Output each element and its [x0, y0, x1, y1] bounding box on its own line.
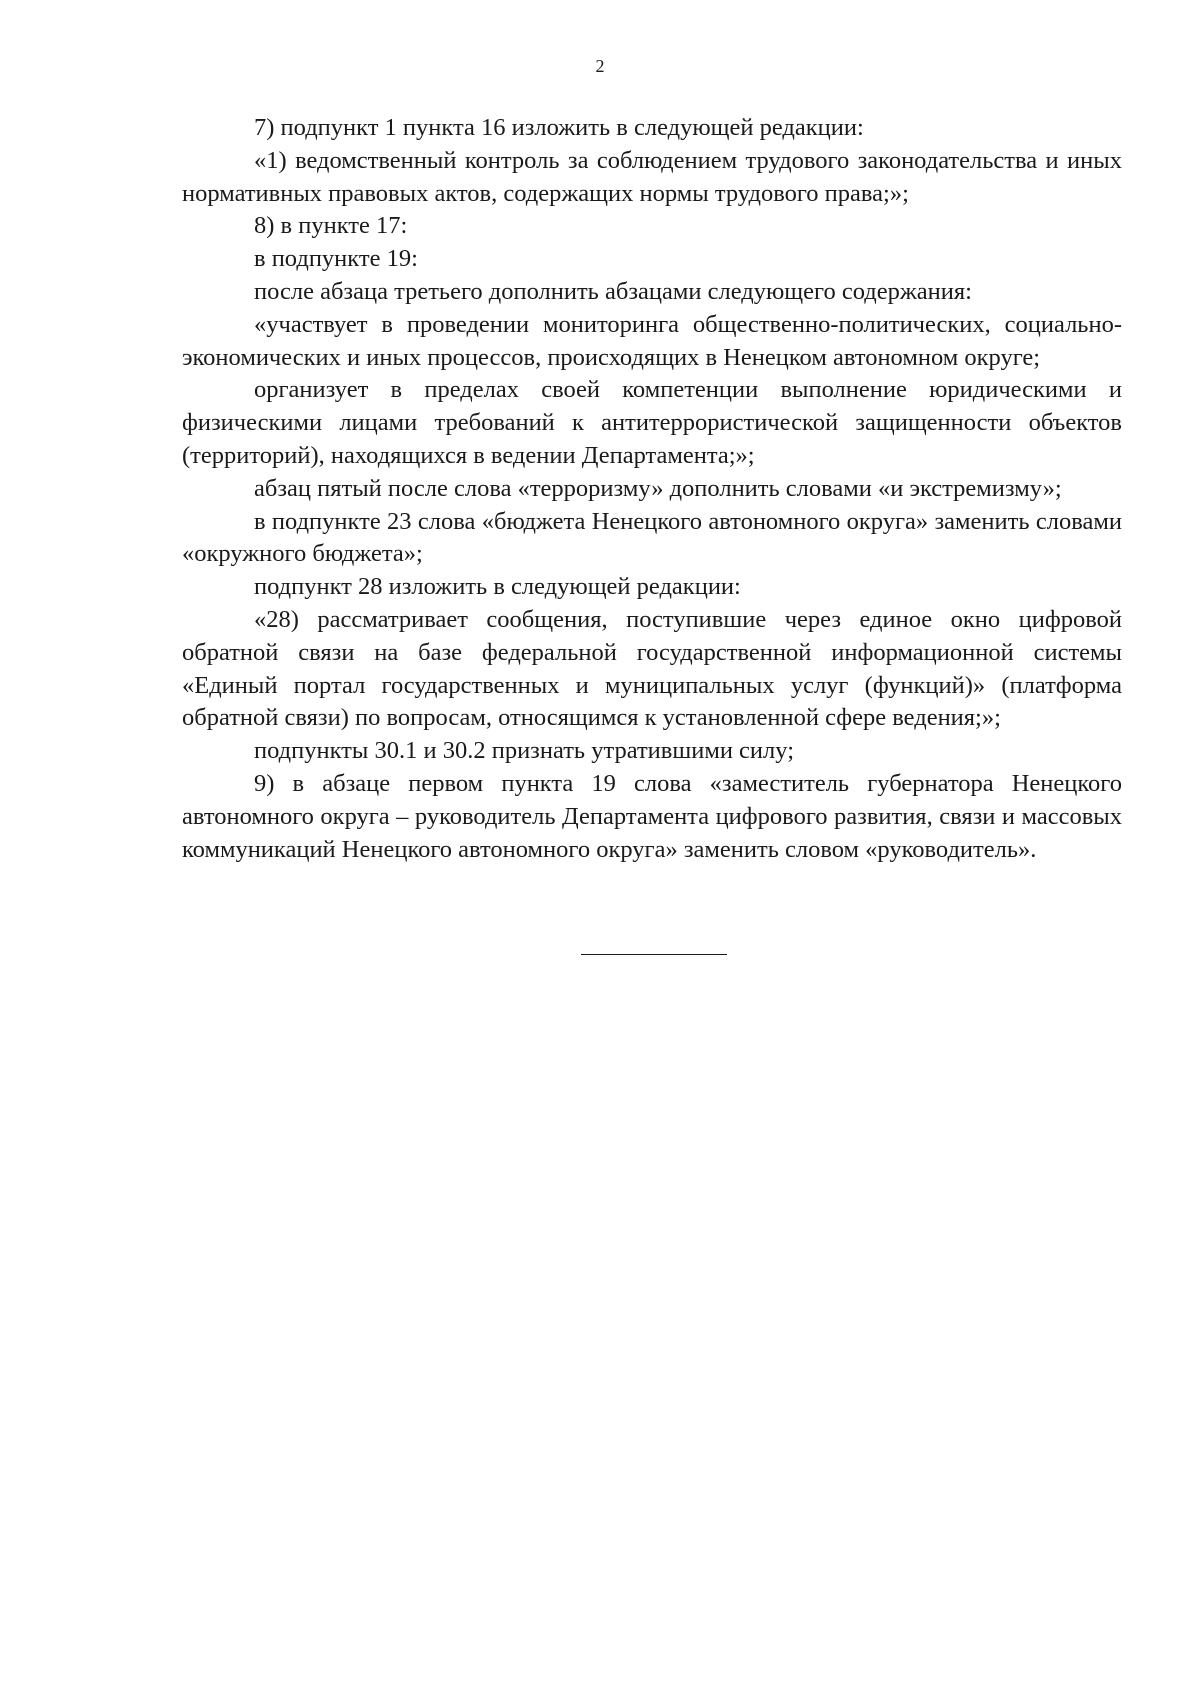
paragraph-subitem-28-heading: подпункт 28 изложить в следующей редакции:: [254, 573, 741, 601]
page-number: 2: [595, 56, 605, 76]
paragraph-monitoring: «участвует в проведении мониторинга общественно-политических, социально-экономических и иных процессов, происходящих в Ненецком автономном округе;: [182, 310, 1122, 371]
paragraph-extremism: абзац пятый после слова «терроризму» дополнить словами «и экстремизму»;: [254, 474, 1062, 502]
paragraph-subitem-23: в подпункте 23 слова «бюджета Ненецкого автономного округа» заменить словами «окружного бюджета»;: [182, 507, 1122, 568]
paragraph-insert-instruction: после абзаца третьего дополнить абзацами следующего содержания:: [254, 277, 972, 305]
document-body: [182, 112, 1122, 866]
paragraph-item-7-heading: 7) подпункт 1 пункта 16 изложить в следующей редакции:: [254, 114, 864, 141]
end-divider: [581, 954, 727, 955]
paragraph-subitems-30: подпункты 30.1 и 30.2 признать утратившими силу;: [254, 737, 795, 765]
paragraph-subitem-1-text: «1) ведомственный контроль за соблюдением трудового законодательства и иных нормативных правовых актов, содержащих нормы трудового права;»;: [182, 146, 1122, 207]
paragraph-subitem-28-text: «28) рассматривает сообщения, поступившие через единое окно цифровой обратной связи на базе федеральной государственной информационной системы «Единый портал государственных и муниципальных услуг (функций)» (платформа обратной связи) по вопросам, относящимся к установленной сфере ведения;»;: [182, 605, 1122, 732]
paragraph-subitem-19-heading: в подпункте 19:: [254, 245, 418, 273]
paragraph-antiterror: организует в пределах своей компетенции выполнение юридическими и физическими лицами требований к антитеррористической защищенности объектов (территорий), находящихся в ведении Департамента;»;: [182, 376, 1122, 469]
paragraph-item-8-heading: 8) в пункте 17:: [254, 212, 408, 240]
paragraph-item-9: 9) в абзаце первом пункта 19 слова «заместитель губернатора Ненецкого автономного округа – руководитель Департамента цифрового развития, связи и массовых коммуникаций Ненецкого автономного округа» заменить словом «руководитель».: [182, 769, 1122, 863]
